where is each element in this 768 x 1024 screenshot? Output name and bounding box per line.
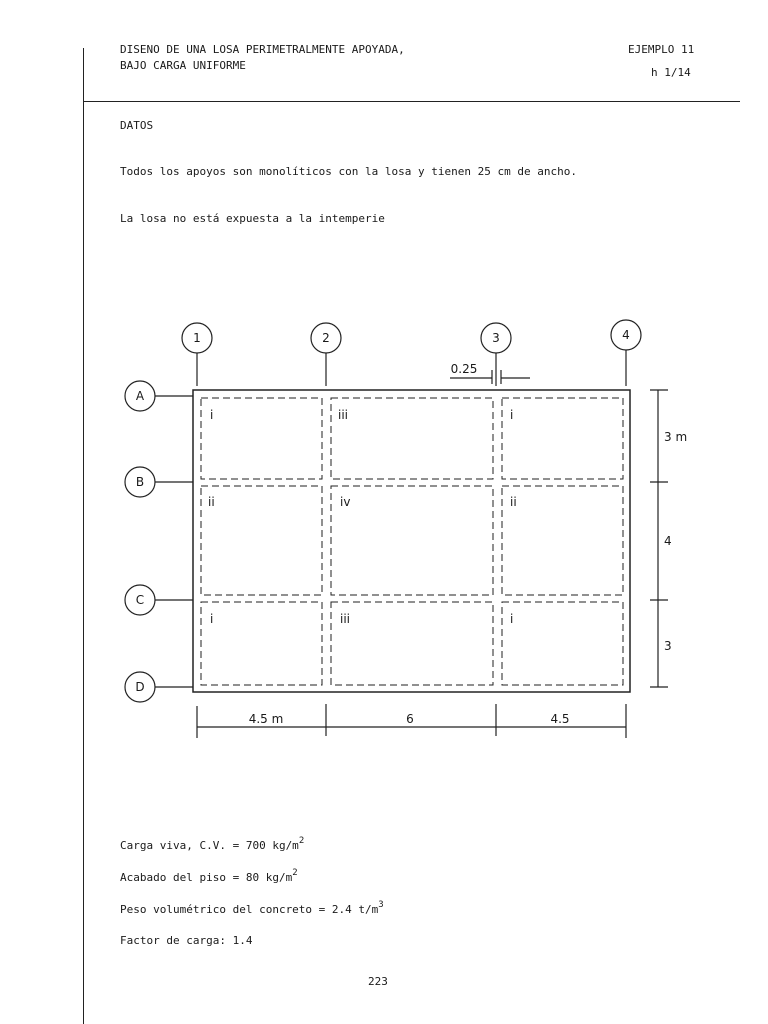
panel-label: iii bbox=[340, 612, 351, 626]
header-title-line1: DISENO DE UNA LOSA PERIMETRALMENTE APOYADA, bbox=[120, 43, 405, 56]
example-label: EJEMPLO 11 bbox=[628, 43, 695, 56]
x-dimension-label: 6 bbox=[406, 712, 414, 726]
concrete-weight-text: Peso volumétrico del concreto = 2.4 t/m bbox=[120, 903, 379, 916]
panel-label: i bbox=[210, 612, 214, 626]
page-number: 223 bbox=[368, 975, 388, 988]
row-axis-label: D bbox=[135, 680, 145, 694]
row-axis-label: C bbox=[135, 593, 145, 607]
slab-outline bbox=[193, 390, 630, 692]
live-load-line bbox=[120, 836, 305, 852]
panel-label: iii bbox=[338, 408, 349, 422]
row-axis-label: A bbox=[135, 389, 145, 403]
panel-label: i bbox=[210, 408, 214, 422]
concrete-weight-exponent: 3 bbox=[378, 900, 384, 910]
row-axis-bubbles bbox=[125, 381, 193, 702]
floor-finish-exponent: 2 bbox=[292, 868, 298, 878]
panel-dashed-outlines bbox=[201, 398, 623, 685]
column-axis-bubbles bbox=[182, 320, 641, 386]
x-dimension-label: 4.5 bbox=[550, 712, 570, 726]
header-title-line2: BAJO CARGA UNIFORME bbox=[120, 59, 246, 72]
col-axis-label: 2 bbox=[322, 331, 330, 345]
panel-label: i bbox=[510, 612, 514, 626]
floor-finish-line bbox=[120, 868, 298, 884]
row-axis-label: B bbox=[135, 475, 145, 489]
paragraph-supports: Todos los apoyos son monolíticos con la losa y tienen 25 cm de ancho. bbox=[120, 165, 577, 178]
concrete-weight-line bbox=[120, 900, 384, 916]
live-load-exponent: 2 bbox=[298, 836, 305, 846]
x-dimension-label: 4.5 m bbox=[248, 712, 284, 726]
panel-label: ii bbox=[510, 495, 517, 509]
y-dimension-label: 3 bbox=[664, 639, 672, 653]
beam-width-label: 0.25 bbox=[450, 362, 478, 376]
paragraph-exposure: La losa no está expuesta a la intemperie bbox=[120, 212, 385, 225]
floor-finish-text: Acabado del piso = 80 kg/m bbox=[120, 871, 293, 884]
section-title: DATOS bbox=[120, 119, 154, 132]
col-axis-label: 4 bbox=[622, 328, 630, 342]
panel-label: iv bbox=[340, 495, 351, 509]
panel-label: i bbox=[510, 408, 514, 422]
y-dimension-label: 3 m bbox=[664, 430, 688, 444]
live-load-text: Carga viva, C.V. = 700 kg/m bbox=[120, 839, 299, 852]
load-factor-line: Factor de carga: 1.4 bbox=[120, 934, 253, 947]
sheet-number: h 1/14 bbox=[651, 66, 691, 79]
y-dimension-label: 4 bbox=[664, 534, 672, 548]
panel-label: ii bbox=[208, 495, 215, 509]
col-axis-label: 1 bbox=[193, 331, 201, 345]
col-axis-label: 3 bbox=[492, 331, 500, 345]
